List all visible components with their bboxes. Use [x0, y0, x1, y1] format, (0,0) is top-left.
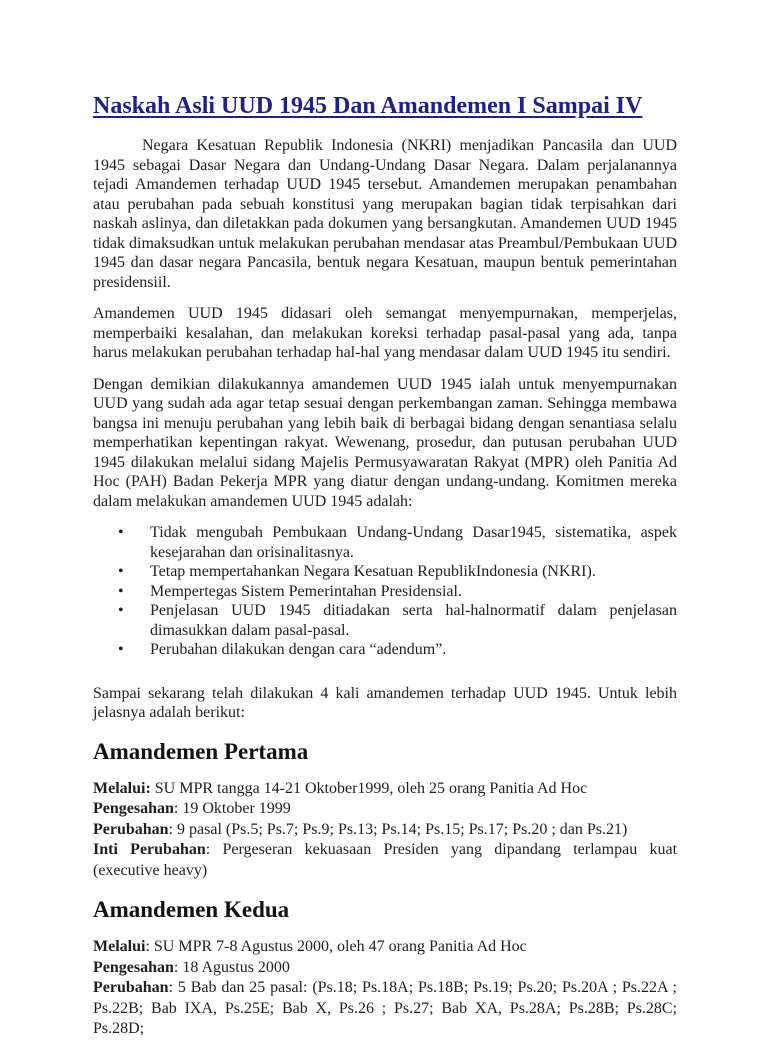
detail-label: Perubahan: [93, 979, 169, 996]
detail-label: Pengesahan: [93, 800, 174, 817]
section-heading-amandemen-pertama: Amandemen Pertama: [93, 738, 309, 764]
commitment-list-item-3: • Mempertegas Sistem Pemerintahan Presidensial.: [93, 582, 677, 602]
detail-line-melalui: [93, 937, 677, 958]
detail-label: Inti Perubahan: [93, 841, 206, 858]
detail-line-inti-perubahan: [93, 840, 677, 881]
detail-text: : 19 Oktober 1999: [173, 800, 291, 817]
commitment-list-item-5: • Perubahan dilakukan dengan cara “adendum”.: [93, 640, 677, 660]
detail-label: Melalui: [93, 938, 146, 955]
detail-line-pengesahan: [93, 958, 677, 979]
document-title: Naskah Asli UUD 1945 Dan Amandemen I Sampai IV: [93, 93, 643, 119]
detail-label: Perubahan: [93, 820, 169, 838]
detail-line-perubahan: [93, 978, 677, 1040]
detail-label: Pengesahan: [93, 958, 174, 976]
transition-paragraph: Sampai sekarang telah dilakukan 4 kali amandemen terhadap UUD 1945. Untuk lebih jelasnya adalah berikut:: [93, 684, 677, 721]
detail-line-pengesahan: [93, 799, 677, 820]
intro-paragraph-3: Dengan demikian dilakukannya amandemen UUD 1945 ialah untuk menyempurnakan UUD yang sudah ada agar tetap sesuai dengan perkembangan zaman. Sehingga membawa bangsa ini menuju perubahan yang lebih baik di berbagai bidang dengan senantiasa selalu memperhatikan kepentingan rakyat. Wewenang, prosedur, dan putusan perubahan UUD 1945 dilakukan melalui sidang Majelis Permusyawaratan Rakyat (MPR) oleh Panitia Ad Hoc (PAH) Badan Pekerja MPR yang diatur dengan undang-undang. Komitmen mereka dalam melakukan amandemen UUD 1945 adalah:: [93, 375, 677, 510]
detail-text: SU MPR tangga 14-21 Oktober1999, oleh 25 orang Panitia Ad Hoc: [150, 779, 588, 797]
detail-text: : 9 pasal (Ps.5; Ps.7; Ps.9; Ps.13; Ps.14; Ps.15; Ps.17; Ps.20 ; dan Ps.21): [168, 820, 628, 838]
detail-line-melalui: [93, 779, 677, 800]
detail-text: : SU MPR 7-8 Agustus 2000, oleh 47 orang Panitia Ad Hoc: [145, 938, 527, 955]
intro-paragraph-1: Negara Kesatuan Republik Indonesia (NKRI) menjadikan Pancasila dan UUD 1945 sebagai Dasar Negara dan Undang-Undang Dasar Negara. Dalam perjalanannya tejadi Amandemen terhadap UUD 1945 tersebut. Amandemen merupakan penambahan atau perubahan pada sebuah konstitusi yang merupakan bagian tidak terpisahkan dari naskah aslinya, dan diletakkan pada dokumen yang bersangkutan. Amandemen UUD 1945 tidak dimaksudkan untuk melakukan perubahan mendasar atas Preambul/Pembukaan UUD 1945 dan dasar negara Pancasila, bentuk negara Kesatuan, maupun bentuk pemerintahan presidensiil.: [93, 137, 677, 291]
detail-text: : Pergeseran kekuasaan Presiden yang dipandang terlampau kuat (executive heavy): [93, 841, 678, 879]
commitment-list-item-2: • Tetap mempertahankan Negara Kesatuan RepublikIndonesia (NKRI).: [93, 562, 677, 582]
section-heading-amandemen-kedua: Amandemen Kedua: [93, 897, 290, 922]
detail-line-perubahan: [93, 820, 677, 841]
detail-label: Melalui:: [93, 779, 151, 797]
intro-paragraph-2: Amandemen UUD 1945 didasari oleh semangat menyempurnakan, memperjelas, memperbaiki kesalahan, dan melakukan koreksi terhadap pasal-pasal yang ada, tanpa harus melakukan perubahan terhadap hal-hal yang mendasar dalam UUD 1945 itu sendiri.: [93, 305, 677, 361]
detail-text: : 5 Bab dan 25 pasal: (Ps.18; Ps.18A; Ps.18B; Ps.19; Ps.20; Ps.20A ; Ps.22A ; Ps.22B; Bab IXA, Ps.25E; Bab X, Ps.26 ; Ps.27; Bab XA, Ps.28A; Ps.28B; Ps.28C; Ps.28D;: [93, 979, 677, 1037]
detail-text: : 18 Agustus 2000: [173, 958, 290, 976]
commitment-list-item-1: • Tidak mengubah Pembukaan Undang-Undang Dasar1945, sistematika, aspek kesejarahan dan orisinalitasnya.: [93, 523, 677, 562]
commitment-list-item-4: • Penjelasan UUD 1945 ditiadakan serta hal-halnormatif dalam penjelasan dimasukkan dalam pasal-pasal.: [93, 601, 677, 640]
commitment-list: [93, 523, 677, 660]
